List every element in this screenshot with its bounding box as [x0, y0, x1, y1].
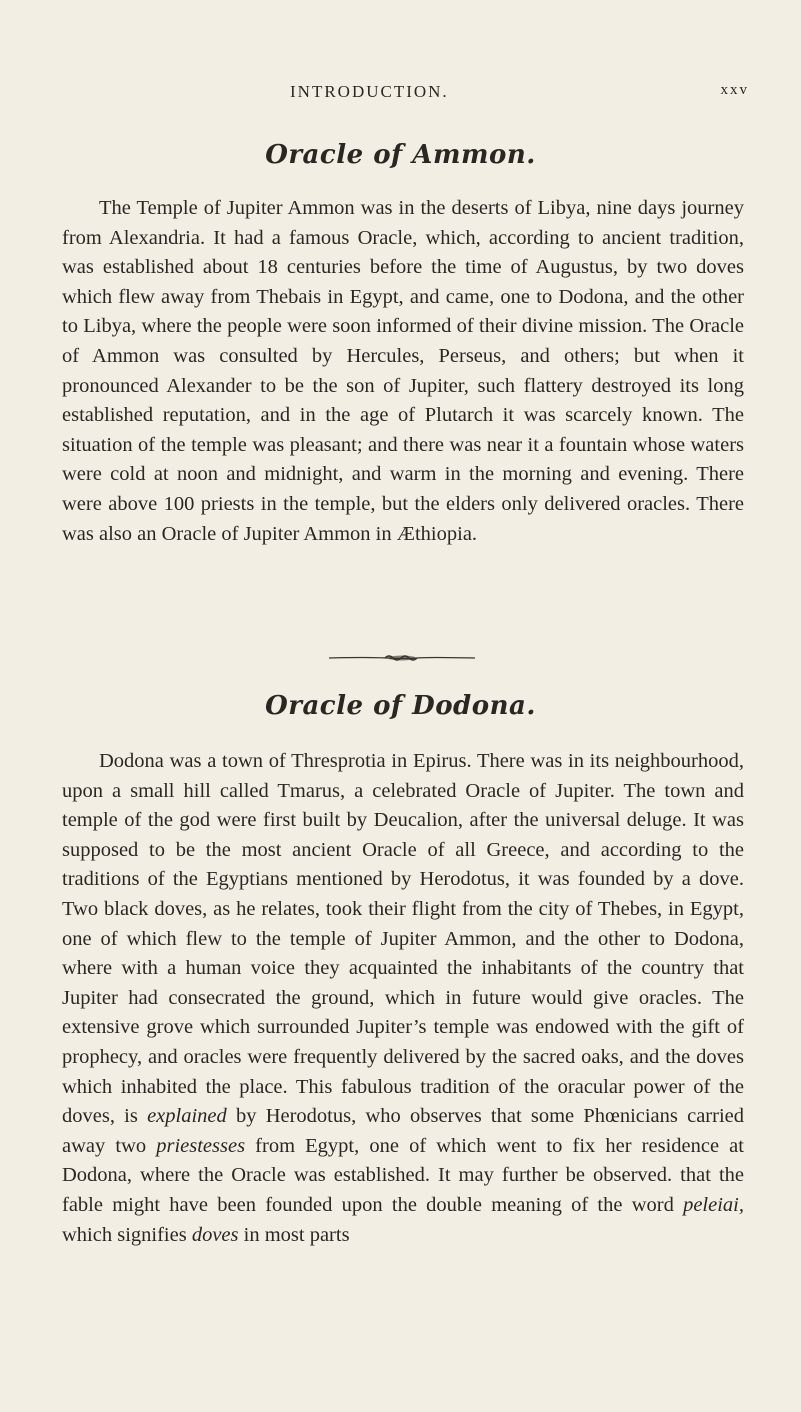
emphasis-doves: doves — [191, 1223, 239, 1246]
paragraph-ammon: The Temple of Jupiter Ammon was in the deserts of Libya, nine days journey from Alexandria. It had a famous Oracle, which, according to ancient tradition, was established about 18 centuries before the time of Augustus, by two doves which flew away from Thebais in Egypt, and came, one to Dodona, and the other to Libya, where the people were soon informed of their divine mission. The Oracle of Ammon was consulted by Hercules, Perseus, and others; but when it pronounced Alexander to be the son of Jupiter, such flattery destroyed its long established reputation, and in the age of Plutarch it was scarcely known. The situation of the temple was pleasant; and there was near it a fountain whose waters were cold at noon and midnight, and warm in the morning and evening. There were above 100 priests in the temple, but the elders only delivered oracles. There was also an Oracle of Jupiter Ammon in Æthiopia. — [62, 197, 744, 545]
section-heading-dodona: Oracle of Dodona. — [265, 691, 536, 721]
page-header — [0, 82, 801, 106]
paragraph-dodona-text-3: from Egypt, one of which went to fix her residence at Dodona, where the Oracle was established. It may further be observed. that the fable might have been founded upon the double meaning of the word — [62, 1134, 744, 1216]
emphasis-explained: explained — [147, 1105, 227, 1128]
paragraph-dodona-text-4: which signifies — [62, 1223, 192, 1246]
page-number: xxv — [720, 82, 749, 98]
emphasis-priestesses: priestesses — [156, 1134, 246, 1157]
emphasis-peleiai: peleiai, — [683, 1193, 744, 1216]
running-head: INTRODUCTION. — [290, 82, 449, 101]
paragraph-dodona — [62, 747, 744, 1250]
paragraph-dodona-text-2: by Herodotus, who observes that some Phœnicians carried away two — [62, 1105, 744, 1157]
section-heading-ammon: Oracle of Ammon. — [265, 140, 536, 170]
paragraph-dodona-text-5: in most parts — [238, 1223, 350, 1246]
paragraph-dodona-text-1: Dodona was a town of Thresprotia in Epirus. There was in its neighbourhood, upon a small hill called Tmarus, a celebrated Oracle of Jupiter. The town and temple of the god were first built by Deucalion, after the universal deluge. It was supposed to be the most ancient Oracle of all Greece, and according to the traditions of the Egyptians mentioned by Herodotus, it was founded by a dove. Two black doves, as he relates, took their flight from the city of Thebes, in Egypt, one of which flew to the temple of Jupiter Ammon, and the other to Dodona, where with a human voice they acquainted the inhabitants of the country that Jupiter had consecrated the ground, which in future would give oracles. The extensive grove which surrounded Jupiter’s temple was endowed with the gift of prophecy, and oracles were frequently delivered by the sacred oaks, and the doves which inhabited the place. This fabulous tradition of the oracular power of the doves, is — [62, 750, 744, 1128]
section-divider-ornament — [327, 653, 477, 663]
